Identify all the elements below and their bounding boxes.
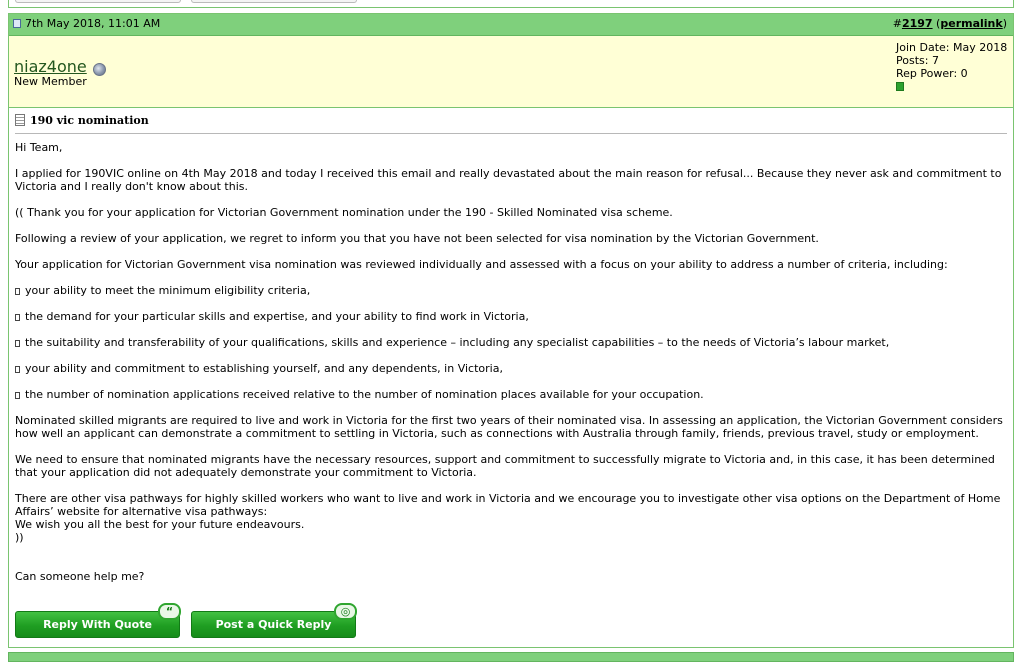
- message-paragraph: I applied for 190VIC online on 4th May 2018 and today I received this email and really devastated about the main reason for refusal... Because they never ask and commitment to Victoria and I really don't know about this.: [15, 167, 1002, 193]
- user-stats: [896, 41, 1007, 91]
- bullet-box-icon: [15, 366, 20, 373]
- post-number: [893, 17, 1007, 30]
- username-link[interactable]: niaz4one: [14, 57, 87, 76]
- permalink-link[interactable]: permalink: [940, 17, 1003, 30]
- post-message: [15, 141, 1007, 583]
- next-post-header: [8, 652, 1014, 662]
- reply-with-quote-label: Reply With Quote: [43, 618, 152, 631]
- message-paragraph: We wish you all the best for your future endeavours.: [15, 518, 305, 531]
- message-paragraph: )): [15, 531, 24, 544]
- list-item-text: your ability and commitment to establishing yourself, and any dependents, in Victoria,: [25, 362, 503, 375]
- message-paragraph: (( Thank you for your application for Victorian Government nomination under the 190 - Skilled Nominated visa scheme.: [15, 206, 673, 219]
- bullet-box-icon: [15, 340, 20, 347]
- bullet-box-icon: [15, 392, 20, 399]
- list-item: [15, 310, 1007, 323]
- message-paragraph: There are other visa pathways for highly skilled workers who want to live and work in Victoria and we encourage you to investigate other visa options on the Department of Home Affairs’ website for alternative visa pathways:: [15, 492, 1001, 518]
- permalink-open: (: [932, 17, 941, 30]
- quote-bubble-icon: “: [158, 603, 181, 620]
- permalink-close: ): [1002, 17, 1007, 30]
- post-date-text: 7th May 2018, 11:01 AM: [25, 17, 161, 30]
- list-item: [15, 388, 1007, 401]
- rep-power: Rep Power: 0: [896, 67, 968, 80]
- post-header: [9, 14, 1013, 36]
- previous-post-bottom: [8, 0, 1014, 8]
- message-paragraph: Your application for Victorian Government visa nomination was reviewed individually and assessed with a focus on your ability to address a number of criteria, including:: [15, 258, 948, 271]
- message-paragraph: Nominated skilled migrants are required to live and work in Victoria for the first two years of their nominated visa. In assessing an application, the Victorian Government considers how well an applicant can demonstrate a commitment to settling in Victoria, such as connections with Australia through family, friends, previous travel, study or employment.: [15, 414, 1003, 440]
- join-date: Join Date: May 2018: [896, 41, 1008, 54]
- previous-reply-button[interactable]: [15, 0, 181, 3]
- list-item: [15, 284, 1007, 297]
- previous-quick-reply-button[interactable]: [191, 0, 357, 3]
- post-date: [13, 17, 160, 30]
- quick-reply-bubble-icon: ◎: [334, 603, 357, 620]
- post-count: Posts: 7: [896, 54, 939, 67]
- list-item-text: the demand for your particular skills and expertise, and your ability to find work in Victoria,: [25, 310, 529, 323]
- list-item-text: the suitability and transferability of your qualifications, skills and experience – including any specialist capabilities – to the needs of Victoria’s labour market,: [25, 336, 890, 349]
- post-quick-reply-label: Post a Quick Reply: [215, 618, 332, 631]
- post-number-link[interactable]: 2197: [901, 17, 933, 30]
- bullet-box-icon: [15, 314, 20, 321]
- list-item-text: your ability to meet the minimum eligibility criteria,: [25, 284, 311, 297]
- message-paragraph: Following a review of your application, we regret to inform you that you have not been selected for visa nomination by the Victorian Government.: [15, 232, 819, 245]
- list-item: [15, 336, 1007, 349]
- post-title-text: 190 vic nomination: [30, 114, 149, 127]
- post-document-icon: [13, 19, 21, 28]
- reply-with-quote-button[interactable]: [15, 605, 180, 638]
- post-title: [15, 113, 1007, 134]
- post-title-icon: [15, 114, 25, 126]
- list-item-text: the number of nomination applications received relative to the number of nomination places available for your occupation.: [25, 388, 704, 401]
- post-number-prefix: #: [892, 17, 902, 30]
- user-info-panel: [9, 36, 1013, 108]
- message-paragraph: Hi Team,: [15, 141, 63, 154]
- user-title: New Member: [14, 75, 87, 88]
- message-paragraph: We need to ensure that nominated migrants have the necessary resources, support and commitment to successfully migrate to Victoria and, in this case, it has been determined that your application did not adequately demonstrate your commitment to Victoria.: [15, 453, 995, 479]
- forum-post: [8, 13, 1014, 648]
- post-quick-reply-button[interactable]: [191, 605, 356, 638]
- reputation-icon: [896, 82, 904, 91]
- online-status-icon: [93, 63, 106, 76]
- message-paragraph: Can someone help me?: [15, 570, 145, 583]
- bullet-box-icon: [15, 288, 20, 295]
- list-item: [15, 362, 1007, 375]
